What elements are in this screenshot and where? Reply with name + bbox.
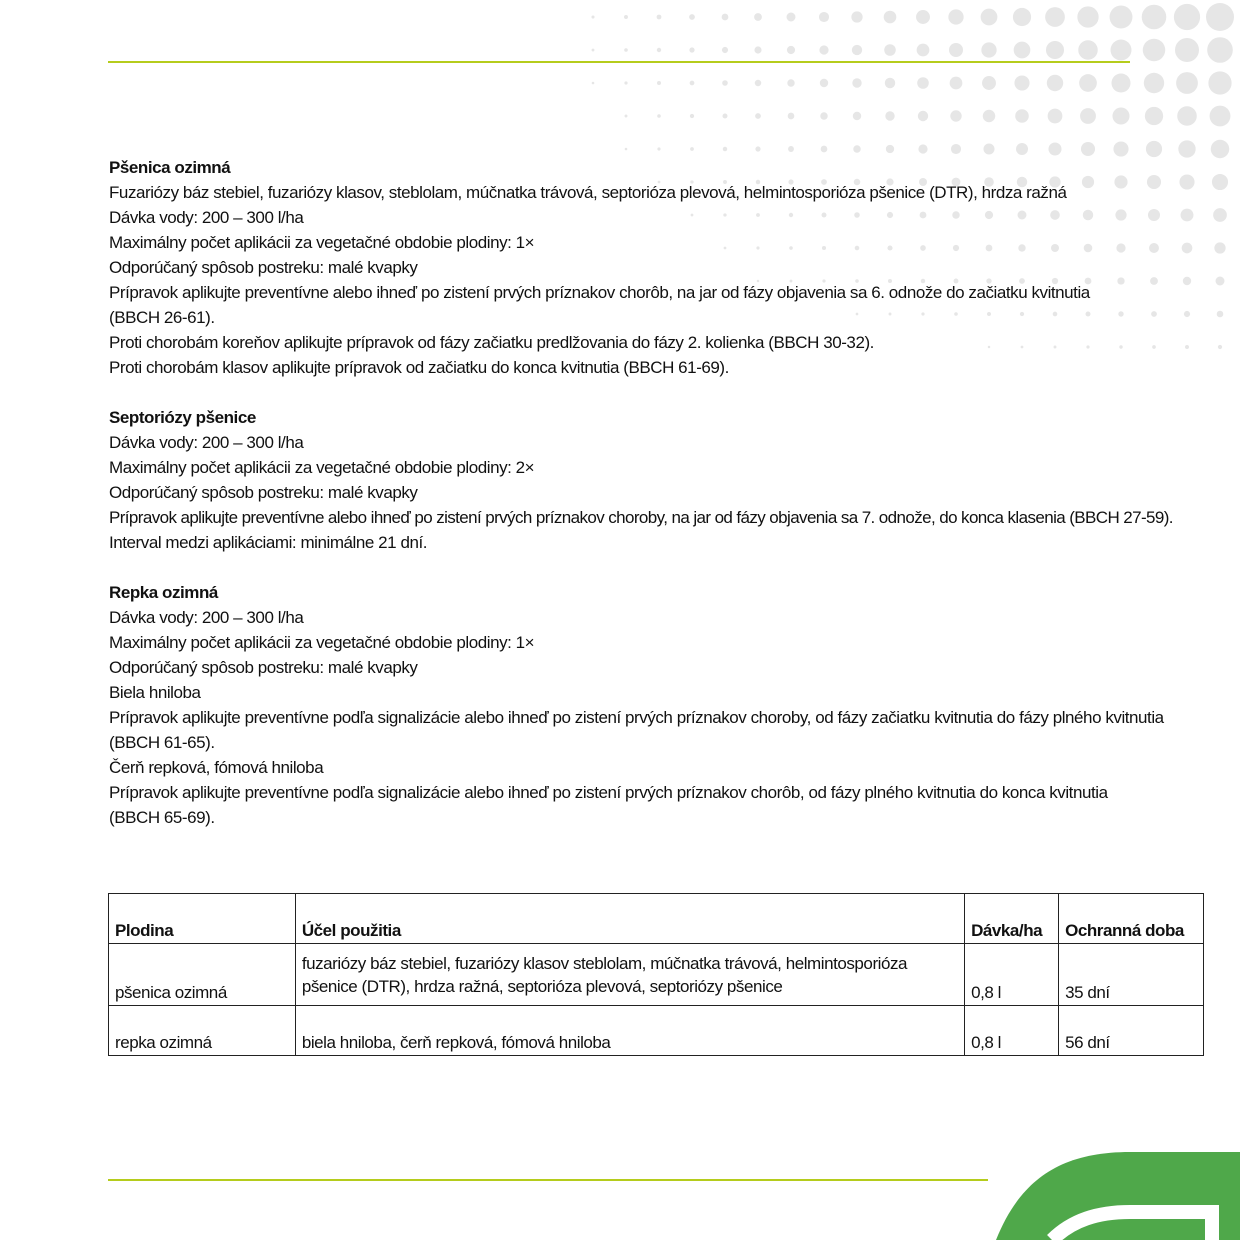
section-line: Prípravok aplikujte preventívne podľa signalizácie alebo ihneď po zistení prvých príznakov chorôb, od fázy plného kvitnutia do konca kvitnutia [109, 783, 1108, 802]
cell-dose: 0,8 l [965, 1006, 1059, 1056]
top-divider-line [108, 61, 1130, 63]
decorative-dot [820, 112, 828, 120]
decorative-dot [1111, 73, 1130, 92]
cell-crop: repka ozimná [109, 1006, 296, 1056]
decorative-dot [1014, 42, 1031, 59]
decorative-dot [1144, 73, 1164, 93]
section-septoria [109, 405, 1234, 555]
section-line: Proti chorobám koreňov aplikujte prípravok od fázy začiatku predlžovania do fázy 2. kolienka (BBCH 30-32). [109, 333, 874, 352]
column-header-dose: Dávka/ha [965, 894, 1059, 944]
decorative-dot [918, 111, 928, 121]
decorative-dot [1078, 40, 1097, 59]
decorative-dot [1206, 3, 1234, 31]
section-line: Maximálny počet aplikácii za vegetačné obdobie plodiny: 1× [109, 633, 535, 652]
decorative-dot [1210, 106, 1231, 127]
section-line: Dávka vody: 200 – 300 l/ha [109, 608, 304, 627]
decorative-dot [819, 45, 828, 54]
decorative-dot [624, 81, 627, 84]
decorative-dot [918, 144, 927, 153]
decorative-dot [983, 143, 994, 154]
decorative-dot [1175, 38, 1199, 62]
decorative-dot [657, 147, 660, 150]
cell-purpose: fuzariózy báz stebiel, fuzariózy klasov steblolam, múčnatka trávová, helmintosporióza pšenice (DTR), hrdza ražná, septorióza plevová, septoriózy pšenice [295, 944, 964, 1006]
decorative-dot [723, 147, 727, 151]
section-rapeseed [109, 580, 1234, 830]
decorative-dot [722, 47, 728, 53]
decorative-dot [1046, 41, 1064, 59]
section-line: Odporúčaný spôsob postreku: malé kvapky [109, 483, 418, 502]
decorative-dot [1112, 107, 1129, 124]
decorative-dot [625, 115, 628, 118]
decorative-dot [852, 45, 862, 55]
section-line: Čerň repková, fómová hniloba [109, 758, 324, 777]
decorative-dot [592, 49, 595, 52]
decorative-dot [884, 44, 896, 56]
application-instructions [109, 155, 1234, 855]
decorative-dot [1047, 75, 1063, 91]
decorative-dot [624, 15, 628, 19]
decorative-dot [948, 9, 963, 24]
decorative-dot [950, 110, 961, 121]
section-line: Interval medzi aplikáciami: minimálne 21 dní. [109, 533, 428, 552]
decorative-dot [1208, 71, 1231, 94]
decorative-dot [755, 113, 761, 119]
decorative-dot [884, 11, 897, 24]
decorative-dot [1110, 6, 1133, 29]
decorative-dot [689, 47, 694, 52]
decorative-dot [1077, 6, 1098, 27]
cell-crop: pšenica ozimná [109, 944, 296, 1006]
column-header-period: Ochranná doba [1059, 894, 1204, 944]
section-line: (BBCH 61-65). [109, 733, 215, 752]
section-line: Dávka vody: 200 – 300 l/ha [109, 433, 304, 452]
decorative-dot [787, 46, 795, 54]
decorative-dot [1080, 108, 1096, 124]
decorative-dot [821, 146, 828, 153]
decorative-dot [591, 15, 594, 18]
decorative-dot [853, 145, 860, 152]
decorative-dot [983, 110, 995, 122]
bottom-divider-line [108, 1179, 988, 1181]
section-line: Maximálny počet aplikácii za vegetačné obdobie plodiny: 2× [109, 458, 535, 477]
cell-dose: 0,8 l [965, 944, 1059, 1006]
decorative-dot [722, 14, 729, 21]
decorative-dot [657, 48, 661, 52]
cell-period: 35 dní [1059, 944, 1204, 1006]
column-header-purpose: Účel použitia [295, 894, 964, 944]
decorative-dot [950, 77, 963, 90]
decorative-dot [754, 13, 762, 21]
decorative-dot [852, 78, 861, 87]
decorative-dot [886, 145, 894, 153]
table-row [109, 944, 1204, 1006]
section-title: Pšenica ozimná [109, 158, 231, 177]
table-header-row [109, 894, 1204, 944]
decorative-dot [1177, 106, 1197, 126]
decorative-dot [754, 46, 761, 53]
decorative-dot [722, 113, 727, 118]
section-line: Maximálny počet aplikácii za vegetačné obdobie plodiny: 1× [109, 233, 535, 252]
section-line: (BBCH 65-69). [109, 808, 215, 827]
decorative-dot [625, 148, 628, 151]
brand-logo-icon [980, 1140, 1240, 1240]
decorative-dot [1176, 72, 1198, 94]
decorative-dot [1048, 109, 1063, 124]
decorative-dot [1207, 37, 1233, 63]
decorative-dot [690, 114, 694, 118]
decorative-dot [787, 79, 794, 86]
decorative-dot [1145, 107, 1163, 125]
decorative-dot [917, 77, 929, 89]
decorative-dot [820, 79, 828, 87]
decorative-dot [853, 112, 861, 120]
decorative-dot [1015, 109, 1029, 123]
section-line: Odporúčaný spôsob postreku: malé kvapky [109, 658, 418, 677]
decorative-dot [755, 80, 761, 86]
decorative-dot [690, 81, 695, 86]
cell-purpose: biela hniloba, čerň repková, fómová hniloba [295, 1006, 964, 1056]
decorative-dot [755, 146, 760, 151]
decorative-dot [788, 146, 794, 152]
logo-green-shape [996, 1152, 1240, 1240]
decorative-dot [982, 76, 996, 90]
decorative-dot [657, 15, 662, 20]
decorative-dot [1111, 40, 1132, 61]
decorative-dot [917, 44, 930, 57]
section-line: Proti chorobám klasov aplikujte prípravok od začiatku do konca kvitnutia (BBCH 61-69). [109, 358, 729, 377]
decorative-dot [624, 48, 628, 52]
column-header-crop: Plodina [109, 894, 296, 944]
section-title: Repka ozimná [109, 583, 218, 602]
decorative-dot [951, 144, 961, 154]
decorative-dot [689, 14, 695, 20]
decorative-dot [657, 81, 661, 85]
decorative-dot [1014, 75, 1029, 90]
section-line: Fuzariózy báz stebiel, fuzariózy klasov, steblolam, múčnatka trávová, septorióza plevová, helmintosporióza pšenice (DTR), hrdza ražná [109, 183, 1067, 202]
decorative-dot [592, 82, 595, 85]
decorative-dot [1142, 5, 1167, 30]
decorative-dot [1045, 7, 1065, 27]
decorative-dot [916, 10, 930, 24]
section-line: (BBCH 26-61). [109, 308, 215, 327]
decorative-dot [787, 13, 796, 22]
decorative-dot [819, 12, 829, 22]
decorative-dot [690, 147, 694, 151]
decorative-dot [1143, 39, 1165, 61]
decorative-dot [788, 113, 795, 120]
section-wheat [109, 155, 1234, 380]
decorative-dot [1079, 74, 1097, 92]
section-line: Prípravok aplikujte preventívne alebo ihneď po zistení prvých príznakov choroby, na jar od fázy objavenia sa 7. odnože, do konca klasenia (BBCH 27-59). [109, 508, 1173, 527]
decorative-dot [1048, 142, 1061, 155]
table-row [109, 1006, 1204, 1056]
decorative-dot [1174, 4, 1200, 30]
decorative-dot [722, 80, 728, 86]
section-line: Biela hniloba [109, 683, 201, 702]
decorative-dot [1013, 8, 1031, 26]
decorative-dot [885, 78, 895, 88]
decorative-dot [949, 43, 963, 57]
section-line: Prípravok aplikujte preventívne alebo ihneď po zistení prvých príznakov chorôb, na jar od fázy objavenia sa 6. odnože do začiatku kvitnutia [109, 283, 1090, 302]
section-line: Prípravok aplikujte preventívne podľa signalizácie alebo ihneď po zistení prvých príznakov choroby, od fázy začiatku kvitnutia do fázy plného kvitnutia [109, 708, 1164, 727]
section-line: Odporúčaný spôsob postreku: malé kvapky [109, 258, 418, 277]
decorative-dot [851, 11, 862, 22]
section-line: Dávka vody: 200 – 300 l/ha [109, 208, 304, 227]
decorative-dot [981, 9, 998, 26]
cell-period: 56 dní [1059, 1006, 1204, 1056]
usage-table [108, 893, 1204, 1056]
decorative-dot [1016, 143, 1028, 155]
decorative-dot [1081, 142, 1095, 156]
decorative-dot [657, 114, 661, 118]
decorative-dot [885, 111, 894, 120]
decorative-dot [981, 42, 996, 57]
section-title: Septoriózy pšenice [109, 408, 256, 427]
